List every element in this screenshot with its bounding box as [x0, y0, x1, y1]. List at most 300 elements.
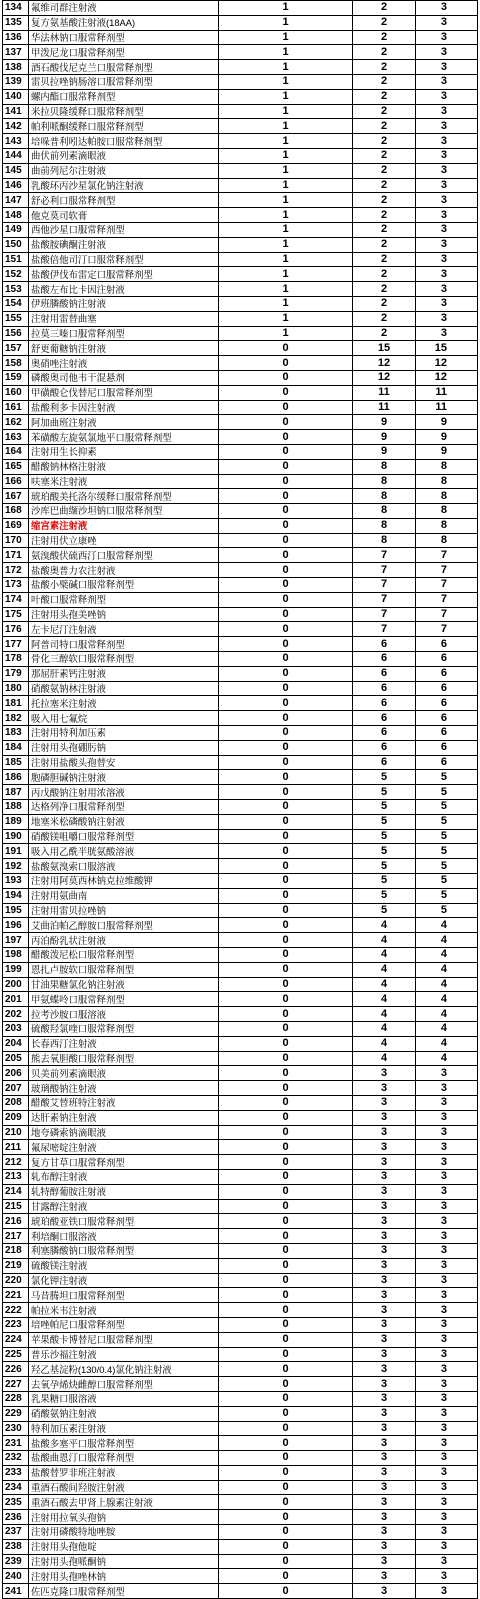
table-row [3, 844, 478, 859]
count-b-cell: 8 [353, 518, 416, 533]
table-row [3, 311, 478, 326]
row-index-cell: 237 [3, 1525, 29, 1540]
count-b-cell: 5 [353, 829, 416, 844]
table-row [3, 962, 478, 977]
row-index-cell: 231 [3, 1436, 29, 1451]
drug-name-cell: 甘露醇注射液 [29, 1199, 219, 1214]
drug-name-cell: 阿加曲班注射液 [29, 415, 219, 430]
count-b-cell: 4 [353, 933, 416, 948]
drug-name-cell: 注射用生长抑素 [29, 444, 219, 459]
count-a-cell: 0 [219, 1081, 353, 1096]
count-b-cell: 3 [353, 1377, 416, 1392]
count-a-cell: 0 [219, 1495, 353, 1510]
count-a-cell: 0 [219, 1451, 353, 1466]
count-a-cell: 0 [219, 1051, 353, 1066]
table-row [3, 992, 478, 1007]
count-a-cell: 0 [219, 948, 353, 963]
count-a-cell: 1 [219, 237, 353, 252]
count-a-cell: 0 [219, 1510, 353, 1525]
count-total-cell: 8 [416, 474, 478, 489]
count-b-cell: 6 [353, 726, 416, 741]
count-b-cell: 3 [353, 1110, 416, 1125]
count-total-cell: 6 [416, 666, 478, 681]
count-total-cell: 4 [416, 933, 478, 948]
row-index-cell: 224 [3, 1332, 29, 1347]
table-row [3, 607, 478, 622]
count-total-cell: 4 [416, 1036, 478, 1051]
drug-name-cell: 丙戊酸钠注射用浓溶液 [29, 785, 219, 800]
drug-name-cell: 磷酸奥司他韦干混悬剂 [29, 370, 219, 385]
count-total-cell: 3 [416, 163, 478, 178]
row-index-cell: 167 [3, 489, 29, 504]
table-row [3, 1569, 478, 1584]
count-b-cell: 6 [353, 740, 416, 755]
count-total-cell: 9 [416, 415, 478, 430]
count-total-cell: 3 [416, 1554, 478, 1569]
count-b-cell: 9 [353, 444, 416, 459]
table-row [3, 370, 478, 385]
count-total-cell: 5 [416, 829, 478, 844]
count-a-cell: 0 [219, 1273, 353, 1288]
table-row [3, 400, 478, 415]
drug-name-cell: 雷贝拉唑钠肠溶口服常释剂型 [29, 74, 219, 89]
row-index-cell: 223 [3, 1317, 29, 1332]
drug-name-cell: 华法林钠口服常释剂型 [29, 30, 219, 45]
row-index-cell: 137 [3, 45, 29, 60]
count-total-cell: 3 [416, 296, 478, 311]
count-b-cell: 2 [353, 311, 416, 326]
count-b-cell: 2 [353, 60, 416, 75]
data-table [2, 0, 478, 1599]
count-a-cell: 0 [219, 1125, 353, 1140]
row-index-cell: 166 [3, 474, 29, 489]
table-row [3, 1495, 478, 1510]
count-a-cell: 0 [219, 1066, 353, 1081]
count-b-cell: 5 [353, 874, 416, 889]
count-b-cell: 3 [353, 1066, 416, 1081]
table-row [3, 800, 478, 815]
row-index-cell: 164 [3, 444, 29, 459]
table-row [3, 948, 478, 963]
count-total-cell: 6 [416, 740, 478, 755]
drug-name-cell: 琥珀酸美托洛尔缓释口服常释剂型 [29, 489, 219, 504]
count-total-cell: 3 [416, 74, 478, 89]
row-index-cell: 210 [3, 1125, 29, 1140]
row-index-cell: 144 [3, 148, 29, 163]
drug-name-cell: 注射用头孢硼肟钠 [29, 740, 219, 755]
count-b-cell: 6 [353, 637, 416, 652]
count-a-cell: 0 [219, 563, 353, 578]
row-index-cell: 148 [3, 208, 29, 223]
count-a-cell: 0 [219, 770, 353, 785]
drug-name-cell: 胞磷胆碱钠注射液 [29, 770, 219, 785]
count-a-cell: 0 [219, 1480, 353, 1495]
count-total-cell: 3 [416, 119, 478, 134]
count-total-cell: 3 [416, 1421, 478, 1436]
table-row [3, 178, 478, 193]
row-index-cell: 229 [3, 1406, 29, 1421]
drug-name-cell: 盐酸左布比卡因注射液 [29, 282, 219, 297]
table-row [3, 592, 478, 607]
count-a-cell: 1 [219, 30, 353, 45]
row-index-cell: 174 [3, 592, 29, 607]
count-total-cell: 8 [416, 504, 478, 519]
count-b-cell: 2 [353, 163, 416, 178]
count-total-cell: 3 [416, 1539, 478, 1554]
row-index-cell: 175 [3, 607, 29, 622]
count-a-cell: 0 [219, 533, 353, 548]
count-b-cell: 7 [353, 607, 416, 622]
count-b-cell: 2 [353, 237, 416, 252]
count-b-cell: 3 [353, 1140, 416, 1155]
table-row [3, 1525, 478, 1540]
table-row [3, 15, 478, 30]
count-b-cell: 6 [353, 755, 416, 770]
drug-name-cell: 盐酸多塞平口服常释剂型 [29, 1436, 219, 1451]
row-index-cell: 180 [3, 681, 29, 696]
count-a-cell: 0 [219, 652, 353, 667]
count-a-cell: 0 [219, 1391, 353, 1406]
drug-name-cell: 轧特醇葡胺注射液 [29, 1184, 219, 1199]
count-a-cell: 0 [219, 992, 353, 1007]
row-index-cell: 221 [3, 1288, 29, 1303]
count-b-cell: 3 [353, 1288, 416, 1303]
count-b-cell: 5 [353, 844, 416, 859]
table-row [3, 1095, 478, 1110]
row-index-cell: 238 [3, 1539, 29, 1554]
row-index-cell: 206 [3, 1066, 29, 1081]
table-row [3, 666, 478, 681]
table-row [3, 89, 478, 104]
table-row [3, 385, 478, 400]
row-index-cell: 168 [3, 504, 29, 519]
table-row [3, 903, 478, 918]
count-a-cell: 0 [219, 592, 353, 607]
count-b-cell: 3 [353, 1155, 416, 1170]
count-b-cell: 3 [353, 1332, 416, 1347]
count-total-cell: 3 [416, 1525, 478, 1540]
count-b-cell: 3 [353, 1495, 416, 1510]
count-a-cell: 1 [219, 163, 353, 178]
row-index-cell: 165 [3, 459, 29, 474]
drug-name-cell: 重酒石酸间羟胺注射液 [29, 1480, 219, 1495]
count-b-cell: 3 [353, 1214, 416, 1229]
count-a-cell: 0 [219, 622, 353, 637]
row-index-cell: 218 [3, 1243, 29, 1258]
count-b-cell: 4 [353, 918, 416, 933]
count-total-cell: 3 [416, 1066, 478, 1081]
count-a-cell: 0 [219, 726, 353, 741]
drug-name-cell: 舒必利口服常释剂型 [29, 193, 219, 208]
row-index-cell: 236 [3, 1510, 29, 1525]
count-a-cell: 0 [219, 962, 353, 977]
row-index-cell: 204 [3, 1036, 29, 1051]
count-a-cell: 1 [219, 119, 353, 134]
row-index-cell: 179 [3, 666, 29, 681]
row-index-cell: 157 [3, 341, 29, 356]
count-a-cell: 0 [219, 607, 353, 622]
table-row [3, 1391, 478, 1406]
table-row [3, 60, 478, 75]
drug-name-cell: 醋酸艾替班特注射液 [29, 1095, 219, 1110]
drug-name-cell: 达格列净口服常释剂型 [29, 800, 219, 815]
count-total-cell: 3 [416, 1273, 478, 1288]
drug-name-cell: 佐匹克隆口服常释剂型 [29, 1584, 219, 1599]
row-index-cell: 152 [3, 267, 29, 282]
count-b-cell: 3 [353, 1539, 416, 1554]
row-index-cell: 150 [3, 237, 29, 252]
table-row [3, 74, 478, 89]
count-a-cell: 0 [219, 1199, 353, 1214]
count-total-cell: 7 [416, 563, 478, 578]
count-total-cell: 7 [416, 607, 478, 622]
count-b-cell: 11 [353, 385, 416, 400]
count-a-cell: 0 [219, 696, 353, 711]
count-b-cell: 8 [353, 459, 416, 474]
count-b-cell: 8 [353, 474, 416, 489]
table-row [3, 504, 478, 519]
row-index-cell: 195 [3, 903, 29, 918]
drug-name-cell: 特利加压素注射液 [29, 1421, 219, 1436]
count-total-cell: 5 [416, 800, 478, 815]
count-b-cell: 3 [353, 1584, 416, 1599]
table-row [3, 1036, 478, 1051]
count-a-cell: 1 [219, 104, 353, 119]
drug-name-cell: 奥硝唑注射液 [29, 356, 219, 371]
drug-name-cell: 硫酸镁注射液 [29, 1258, 219, 1273]
count-total-cell: 9 [416, 430, 478, 445]
count-a-cell: 0 [219, 1169, 353, 1184]
drug-name-cell: 玻璃酸钠注射液 [29, 1081, 219, 1096]
table-row [3, 222, 478, 237]
count-total-cell: 3 [416, 1347, 478, 1362]
row-index-cell: 220 [3, 1273, 29, 1288]
row-index-cell: 215 [3, 1199, 29, 1214]
count-b-cell: 3 [353, 1362, 416, 1377]
count-a-cell: 0 [219, 1347, 353, 1362]
drug-name-cell: 沙库巴曲缬沙坦钠口服常释剂型 [29, 504, 219, 519]
table-row [3, 1214, 478, 1229]
drug-name-cell: 甲泼尼龙口服常释剂型 [29, 45, 219, 60]
count-a-cell: 0 [219, 444, 353, 459]
row-index-cell: 145 [3, 163, 29, 178]
drug-name-cell: 帕拉米韦注射液 [29, 1303, 219, 1318]
count-a-cell: 1 [219, 208, 353, 223]
drug-name-cell: 盐酸替罗非班注射液 [29, 1465, 219, 1480]
row-index-cell: 212 [3, 1155, 29, 1170]
drug-name-cell: 苯磺酸左旋氨氯地平口服常释剂型 [29, 430, 219, 445]
drug-name-cell: 培哚普利吲达帕胺口服常释剂型 [29, 134, 219, 149]
drug-name-cell: 丙泊酚乳状注射液 [29, 933, 219, 948]
count-total-cell: 3 [416, 1465, 478, 1480]
table-row [3, 1421, 478, 1436]
drug-name-cell: 吸入用乙酰半胱氨酸溶液 [29, 844, 219, 859]
count-total-cell: 3 [416, 104, 478, 119]
drug-name-cell: 螺内酯口服常释剂型 [29, 89, 219, 104]
count-a-cell: 0 [219, 1184, 353, 1199]
row-index-cell: 172 [3, 563, 29, 578]
count-a-cell: 0 [219, 1362, 353, 1377]
row-index-cell: 143 [3, 134, 29, 149]
count-b-cell: 6 [353, 711, 416, 726]
count-total-cell: 3 [416, 1317, 478, 1332]
row-index-cell: 196 [3, 918, 29, 933]
table-row [3, 1110, 478, 1125]
count-b-cell: 7 [353, 563, 416, 578]
row-index-cell: 156 [3, 326, 29, 341]
table-row [3, 563, 478, 578]
count-total-cell: 4 [416, 962, 478, 977]
count-total-cell: 8 [416, 489, 478, 504]
count-total-cell: 7 [416, 622, 478, 637]
drug-name-cell: 托拉塞米注射液 [29, 696, 219, 711]
drug-name-cell: 达肝素钠注射液 [29, 1110, 219, 1125]
count-b-cell: 4 [353, 948, 416, 963]
table-row [3, 430, 478, 445]
drug-name-cell: 氯化钾注射液 [29, 1273, 219, 1288]
row-index-cell: 222 [3, 1303, 29, 1318]
count-a-cell: 0 [219, 681, 353, 696]
drug-name-cell: 氟维司群注射液 [29, 1, 219, 16]
count-total-cell: 5 [416, 785, 478, 800]
row-index-cell: 163 [3, 430, 29, 445]
count-a-cell: 0 [219, 1377, 353, 1392]
count-b-cell: 2 [353, 282, 416, 297]
row-index-cell: 193 [3, 874, 29, 889]
count-a-cell: 0 [219, 829, 353, 844]
row-index-cell: 136 [3, 30, 29, 45]
count-b-cell: 3 [353, 1199, 416, 1214]
table-row [3, 148, 478, 163]
drug-name-cell: 注射用磷酸特地唑胺 [29, 1525, 219, 1540]
table-row [3, 1480, 478, 1495]
count-b-cell: 2 [353, 326, 416, 341]
count-b-cell: 3 [353, 1465, 416, 1480]
drug-name-cell: 米拉贝隆缓释口服常释剂型 [29, 104, 219, 119]
count-total-cell: 3 [416, 1569, 478, 1584]
drug-name-cell: 乳果糖口服溶液 [29, 1391, 219, 1406]
table-row [3, 829, 478, 844]
table-row [3, 533, 478, 548]
drug-name-cell: 氨溴酸伏硫西汀口服常释剂型 [29, 548, 219, 563]
count-b-cell: 12 [353, 356, 416, 371]
count-a-cell: 1 [219, 178, 353, 193]
count-b-cell: 4 [353, 1021, 416, 1036]
row-index-cell: 147 [3, 193, 29, 208]
table-row [3, 1229, 478, 1244]
table-row [3, 119, 478, 134]
count-a-cell: 0 [219, 1007, 353, 1022]
count-a-cell: 0 [219, 1110, 353, 1125]
count-b-cell: 11 [353, 400, 416, 415]
count-b-cell: 3 [353, 1273, 416, 1288]
count-total-cell: 3 [416, 1229, 478, 1244]
row-index-cell: 153 [3, 282, 29, 297]
count-total-cell: 3 [416, 89, 478, 104]
drug-name-cell: 艾曲泊帕乙醇胺口服常释剂型 [29, 918, 219, 933]
count-total-cell: 15 [416, 341, 478, 356]
row-index-cell: 208 [3, 1095, 29, 1110]
count-b-cell: 7 [353, 548, 416, 563]
table-row [3, 1539, 478, 1554]
count-b-cell: 2 [353, 193, 416, 208]
table-row [3, 1199, 478, 1214]
row-index-cell: 155 [3, 311, 29, 326]
drug-name-cell: 注射用头孢唑林钠 [29, 1569, 219, 1584]
row-index-cell: 171 [3, 548, 29, 563]
count-total-cell: 3 [416, 1480, 478, 1495]
count-b-cell: 5 [353, 800, 416, 815]
table-row [3, 1554, 478, 1569]
count-b-cell: 9 [353, 430, 416, 445]
count-a-cell: 0 [219, 1525, 353, 1540]
count-b-cell: 3 [353, 1095, 416, 1110]
count-a-cell: 0 [219, 933, 353, 948]
drug-name-cell: 去氧孕烯炔雌醇口服常释剂型 [29, 1377, 219, 1392]
row-index-cell: 217 [3, 1229, 29, 1244]
count-b-cell: 4 [353, 962, 416, 977]
drug-name-cell: 左卡尼汀注射液 [29, 622, 219, 637]
row-index-cell: 189 [3, 814, 29, 829]
row-index-cell: 158 [3, 356, 29, 371]
row-index-cell: 232 [3, 1451, 29, 1466]
count-a-cell: 1 [219, 193, 353, 208]
count-a-cell: 1 [219, 15, 353, 30]
drug-name-cell: 培唑帕尼口服常释剂型 [29, 1317, 219, 1332]
drug-name-cell: 注射用雷贝拉唑钠 [29, 903, 219, 918]
count-total-cell: 3 [416, 1, 478, 16]
row-index-cell: 146 [3, 178, 29, 193]
row-index-cell: 225 [3, 1347, 29, 1362]
count-total-cell: 3 [416, 1406, 478, 1421]
count-b-cell: 2 [353, 104, 416, 119]
count-total-cell: 3 [416, 1140, 478, 1155]
table-row [3, 1243, 478, 1258]
table-row [3, 1584, 478, 1599]
count-total-cell: 6 [416, 681, 478, 696]
count-total-cell: 6 [416, 652, 478, 667]
table-row [3, 1451, 478, 1466]
table-row [3, 237, 478, 252]
drug-name-cell: 醋酸钠林格注射液 [29, 459, 219, 474]
count-a-cell: 1 [219, 311, 353, 326]
table-row [3, 681, 478, 696]
table-row [3, 1184, 478, 1199]
table-row [3, 740, 478, 755]
table-row [3, 874, 478, 889]
table-row [3, 282, 478, 297]
count-b-cell: 12 [353, 370, 416, 385]
count-b-cell: 6 [353, 696, 416, 711]
drug-name-cell: 硝酸镁咀嚼口服常释剂型 [29, 829, 219, 844]
row-index-cell: 184 [3, 740, 29, 755]
count-b-cell: 9 [353, 415, 416, 430]
drug-name-cell: 盐酸利多卡因注射液 [29, 400, 219, 415]
row-index-cell: 159 [3, 370, 29, 385]
count-a-cell: 0 [219, 1539, 353, 1554]
drug-name-cell: 熊去氧胆酸口服常释剂型 [29, 1051, 219, 1066]
row-index-cell: 197 [3, 933, 29, 948]
count-a-cell: 0 [219, 1214, 353, 1229]
table-row [3, 444, 478, 459]
drug-name-cell: 那屈肝素钙注射液 [29, 666, 219, 681]
row-index-cell: 173 [3, 578, 29, 593]
count-b-cell: 4 [353, 1036, 416, 1051]
count-total-cell: 3 [416, 282, 478, 297]
row-index-cell: 209 [3, 1110, 29, 1125]
table-row [3, 1303, 478, 1318]
table-row [3, 30, 478, 45]
